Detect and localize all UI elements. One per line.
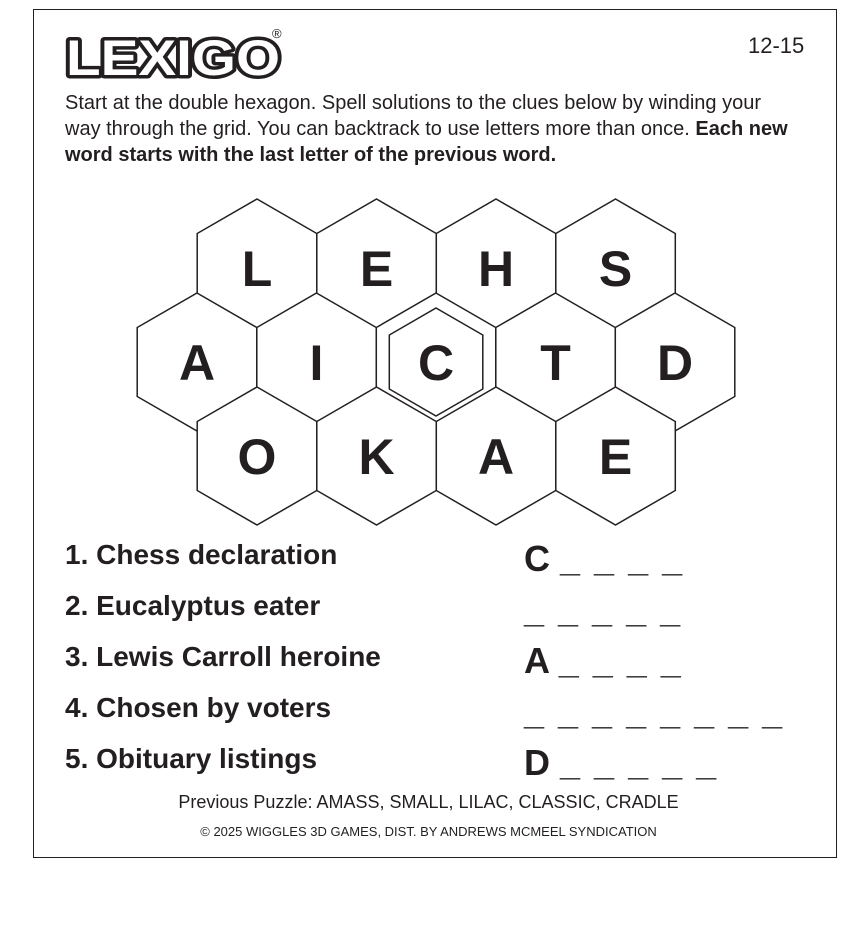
answer-5-letter: D [524, 742, 550, 783]
answer-1[interactable] [524, 538, 684, 580]
answer-2-blanks: _ _ _ _ _ [524, 589, 683, 630]
clue-4: 4. Chosen by voters [65, 692, 332, 723]
hex-letter: E [598, 429, 633, 485]
answer-1-blanks: _ _ _ _ [560, 538, 685, 579]
previous-puzzle: Previous Puzzle: AMASS, SMALL, LILAC, CLASSIC, CRADLE [178, 792, 679, 812]
hex-letter: K [358, 429, 395, 485]
hex-letter: L [241, 241, 273, 297]
registered-mark: ® [272, 26, 282, 41]
instructions-bold: Each new word starts with the last letter of the previous word. [65, 118, 788, 166]
answer-4[interactable] [524, 691, 784, 733]
answer-4-blanks: _ _ _ _ _ _ _ _ [524, 691, 785, 732]
hex-letter: A [178, 335, 216, 391]
clue-1: 1. Chess declaration [65, 539, 338, 570]
clue-5: 5. Obituary listings [65, 743, 318, 774]
answer-5-blanks: _ _ _ _ _ [560, 742, 719, 783]
hex-letter: E [359, 241, 394, 297]
hex-letter-start: C [417, 335, 455, 391]
copyright: © 2025 WIGGLES 3D GAMES, DIST. BY ANDREWS MCMEEL SYNDICATION [200, 824, 657, 839]
instructions-normal: Start at the double hexagon. Spell solutions to the clues below by winding your way through the grid. You can backtrack to use letters more than once. [65, 92, 761, 140]
hex-letter: S [598, 241, 633, 297]
clue-2: 2. Eucalyptus eater [65, 590, 321, 621]
hex-letter: H [477, 241, 515, 297]
answer-5[interactable] [524, 742, 718, 784]
hex-letter: I [309, 335, 324, 391]
hex-letter: A [477, 429, 515, 485]
answer-1-letter: C [524, 538, 550, 579]
answer-2[interactable] [524, 589, 682, 631]
hex-letter: D [656, 335, 694, 391]
hex-letter: T [540, 335, 571, 391]
answer-3[interactable] [524, 640, 683, 682]
answer-3-blanks: _ _ _ _ [558, 640, 683, 681]
logo-text: LEXIGO [66, 30, 280, 84]
puzzle-date: 12-15 [748, 33, 805, 58]
clue-3: 3. Lewis Carroll heroine [65, 641, 381, 672]
answer-3-letter: A [524, 640, 549, 681]
hex-letter: O [237, 429, 277, 485]
